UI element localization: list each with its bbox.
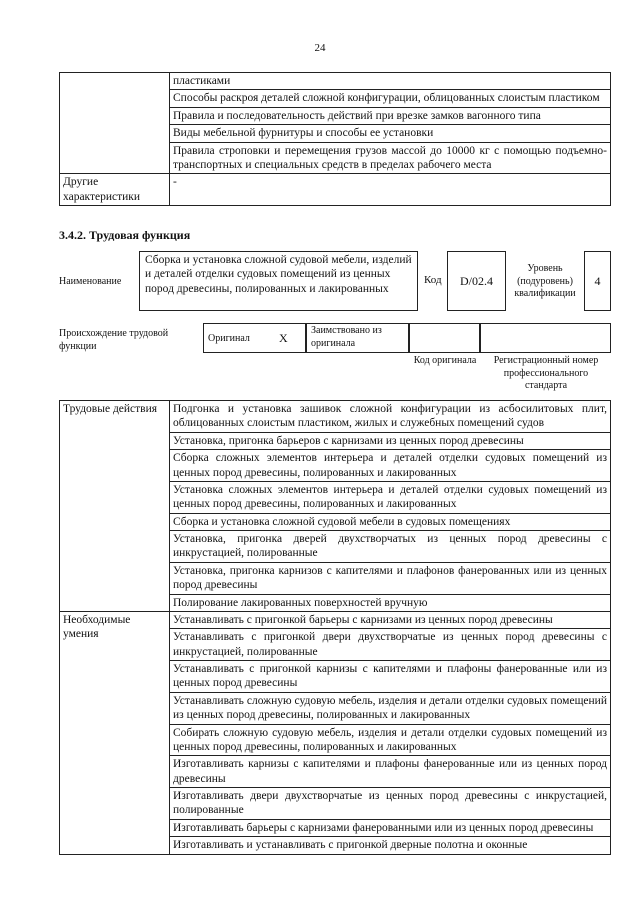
registration-number-cell [480, 323, 611, 353]
item-cell: Устанавливать с пригонкой карнизы с капителями и плафоны фанерованные или из ценных пород древесины [170, 661, 611, 693]
function-details-table [59, 400, 611, 855]
origin-label: Происхождение трудовой функции [59, 328, 169, 352]
level-value: 4 [594, 273, 601, 288]
row-text-cell: Способы раскроя деталей сложной конфигурации, облицованных слоистым пластиком [170, 90, 611, 107]
item-cell: Изготавливать барьеры с карнизами фанерованными или из ценных пород древесины [170, 819, 611, 836]
page-number: 24 [314, 42, 326, 54]
function-name-box [139, 251, 418, 311]
group-label-cell: Необходимые умения [60, 611, 170, 854]
borrowed-label: Заимствовано из оригинала [311, 325, 382, 349]
row-text-cell: пластиками [170, 73, 611, 90]
table-row [60, 73, 611, 90]
code-caption: Код оригинала [413, 355, 477, 366]
item-cell: Собирать сложную судовую мебель, изделия и детали отделки судовых помещений из ценных пород древесины, полированных и лакированных [170, 724, 611, 756]
registration-caption: Регистрационный номер профессионального стандарта [493, 355, 599, 391]
code-label: Код [424, 274, 442, 286]
item-cell: Изготавливать двери двухстворчатые из ценных пород древесины с инкрустацией, полированные [170, 788, 611, 820]
original-cell [203, 323, 306, 353]
function-name-value: Сборка и установка сложной судовой мебели, изделий и деталей отделки судовых помещений из ценных пород древесины, полированных и лакированных [145, 254, 412, 295]
section-title: 3.4.2. Трудовая функция [59, 228, 191, 242]
item-cell: Установка, пригонка барьеров с карнизами из ценных пород древесины [170, 432, 611, 449]
item-cell: Изготавливать карнизы с капителями и плафоны фанерованные или из ценных пород древесины [170, 756, 611, 788]
item-cell: Сборка сложных элементов интерьера и деталей отделки судовых помещений из ценных пород древесины, полированных и лакированных [170, 450, 611, 482]
item-cell: Установка, пригонка карнизов с капителями и плафонов фанерованных или из ценных пород древесины [170, 562, 611, 594]
original-code-cell [409, 323, 480, 353]
row-text-cell: - [170, 174, 611, 206]
item-cell: Подгонка и установка зашивок сложной конфигурации из асбосилитовых плит, облицованных слоистым пластиком, жилых и служебных помещений судов [170, 401, 611, 433]
item-cell: Устанавливать сложную судовую мебель, изделия и детали отделки судовых помещений из ценных пород древесины, полированных и лакированных [170, 692, 611, 724]
row-text-cell: Виды мебельной фурнитуры и способы ее установки [170, 125, 611, 142]
row-label-cell [60, 73, 170, 174]
table-row [60, 174, 611, 206]
group-label-cell: Трудовые действия [60, 401, 170, 612]
item-cell: Изготавливать и устанавливать с пригонкой дверные полотна и оконные [170, 837, 611, 854]
knowledge-table-continuation [59, 72, 611, 206]
item-cell: Установка сложных элементов интерьера и деталей отделки судовых помещений из ценных пород древесины, полированных и лакированных [170, 481, 611, 513]
name-label: Наименование [59, 276, 122, 287]
table-row [60, 611, 611, 628]
level-label: Уровень (подуровень) квалификации [514, 263, 576, 299]
borrowed-cell [306, 323, 409, 353]
original-label: Оригинал [208, 333, 250, 344]
row-label-cell: Другие характеристики [60, 174, 170, 206]
item-cell: Установка, пригонка дверей двухстворчатых из ценных пород древесины с инкрустацией, полированные [170, 531, 611, 563]
level-box [584, 251, 611, 311]
item-cell: Сборка и установка сложной судовой мебели в судовых помещениях [170, 513, 611, 530]
row-text-cell: Правила строповки и перемещения грузов массой до 10000 кг с помощью подъемно-транспортных и специальных средств в пределах рабочего места [170, 142, 611, 174]
original-mark: X [279, 331, 288, 345]
table-row [60, 401, 611, 433]
row-text-cell: Правила и последовательность действий при врезке замков вагонного типа [170, 107, 611, 124]
item-cell: Устанавливать с пригонкой двери двухстворчатые из ценных пород древесины с инкрустацией, полированные [170, 629, 611, 661]
code-value: D/02.4 [460, 273, 493, 288]
item-cell: Полирование лакированных поверхностей вручную [170, 594, 611, 611]
code-box [447, 251, 506, 311]
item-cell: Устанавливать с пригонкой барьеры с карнизами из ценных пород древесины [170, 611, 611, 628]
